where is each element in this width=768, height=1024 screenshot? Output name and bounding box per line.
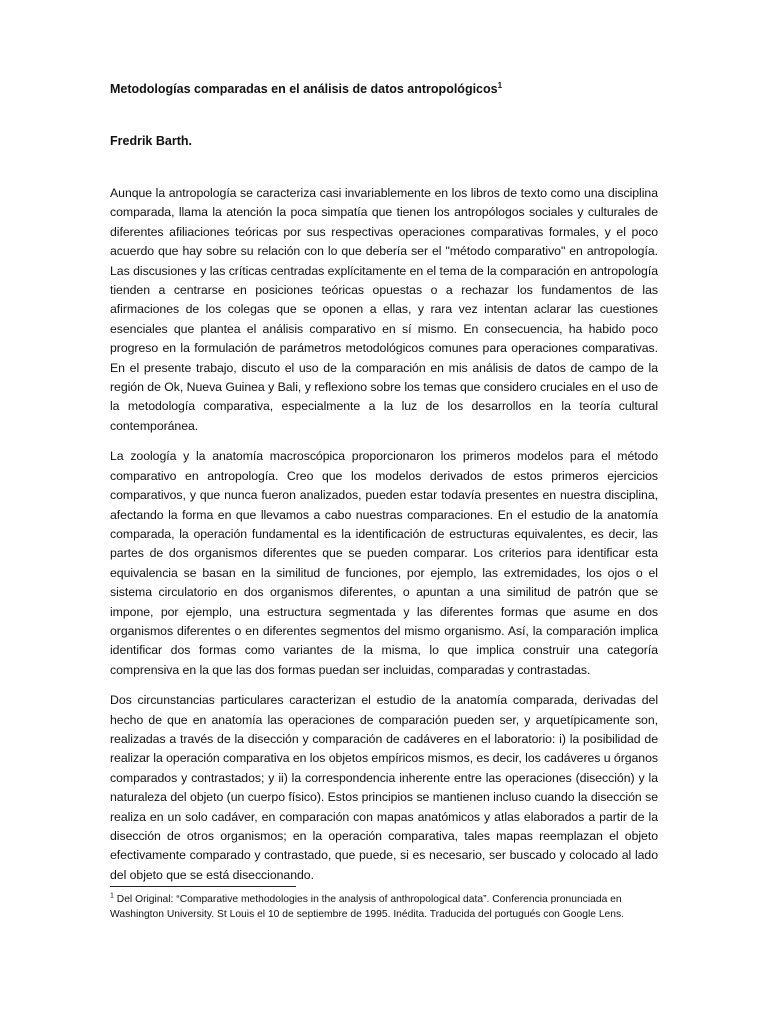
footnote-text: Del Original: “Comparative methodologies in the analysis of anthropological data”. Conferencia pronunciada en Washington University. St Louis el 10 de septiembre de 1995. Inédita. Traducida del portugués con Google Lens. (110, 894, 625, 920)
document-title (110, 80, 658, 98)
author-name: Fredrik Barth. (110, 134, 192, 148)
paragraph-3: Dos circunstancias particulares caracterizan el estudio de la anatomía comparada, derivadas del hecho de que en anatomía las operaciones de comparación pueden ser, y arquetípicamente son, realizadas a través de la disección y comparación de cadáveres en el laboratorio: i) la posibilidad de realizar la operación comparativa en los objetos empíricos mismos, es decir, los cadáveres u órganos comparados y contrastados; y ii) la correspondencia inherente entre las operaciones (disección) y la naturaleza del objeto (un cuerpo físico). Estos principios se mantienen incluso cuando la disección se realiza en un solo cadáver, en comparación con mapas anatómicos y atlas elaborados a partir de la disección de otros organismos; en la operación comparativa, tales mapas reemplazan el objeto efectivamente comparado y contrastado, que puede, si es necesario, ser buscado y colocado al lado del objeto que se está diseccionando. (110, 693, 658, 882)
document-body (110, 80, 658, 896)
title-text: Metodologías comparadas en el análisis de datos antropológicos (110, 82, 498, 96)
paragraph-list (110, 184, 658, 885)
paragraph-2: La zoología y la anatomía macroscópica proporcionaron los primeros modelos para el método comparativo en antropología. Creo que los modelos derivados de estos primeros ejercicios comparativos, y que nunca fueron analizados, pueden estar todavía presentes en nuestra disciplina, afectando la forma en que llevamos a cabo nuestras comparaciones. En el estudio de la anatomía comparada, la operación fundamental es la identificación de estructuras equivalentes, es decir, las partes de dos organismos diferentes que se pueden comparar. Los criterios para identificar esta equivalencia se basan en la similitud de funciones, por ejemplo, las extremidades, los ojos o el sistema circulatorio en dos organismos diferentes, o apuntan a una similitud de patrón que se impone, por ejemplo, una estructura segmentada y las diferentes formas que asume en dos organismos diferentes o en diferentes segmentos del mismo organismo. Así, la comparación implica identificar dos formas como variantes de la misma, lo que implica construir una categoría comprensiva en la que las dos formas puedan ser incluidas, comparadas y contrastadas. (110, 449, 658, 677)
title-footnote-marker[interactable]: 1 (497, 80, 503, 90)
footnote-marker: 1 (110, 892, 114, 900)
footnote-divider (110, 886, 296, 887)
footnote (110, 893, 630, 923)
paragraph-1: Aunque la antropología se caracteriza casi invariablemente en los libros de texto como una disciplina comparada, llama la atención la poca simpatía que tienen los antropólogos sociales y culturales de diferentes afiliaciones teóricas por sus respectivas operaciones comparativas formales, y el poco acuerdo que hay sobre su relación con lo que debería ser el "método comparativo" en antropología. Las discusiones y las críticas centradas explícitamente en el tema de la comparación en antropología tienden a centrarse en posiciones teóricas opuestas o a rechazar los fundamentos de las afirmaciones de los colegas que se oponen a ellas, y rara vez intentan aclarar las cuestiones esenciales que plantea el análisis comparativo en sí mismo. En consecuencia, ha habido poco progreso en la formulación de parámetros metodológicos comunes para operaciones comparativas. En el presente trabajo, discuto el uso de la comparación en mis análisis de datos de campo de la región de Ok, Nueva Guinea y Bali, y reflexiono sobre los temas que considero cruciales en el uso de la metodología comparativa, especialmente a la luz de los desarrollos en la teoría cultural contemporánea. (110, 186, 658, 433)
